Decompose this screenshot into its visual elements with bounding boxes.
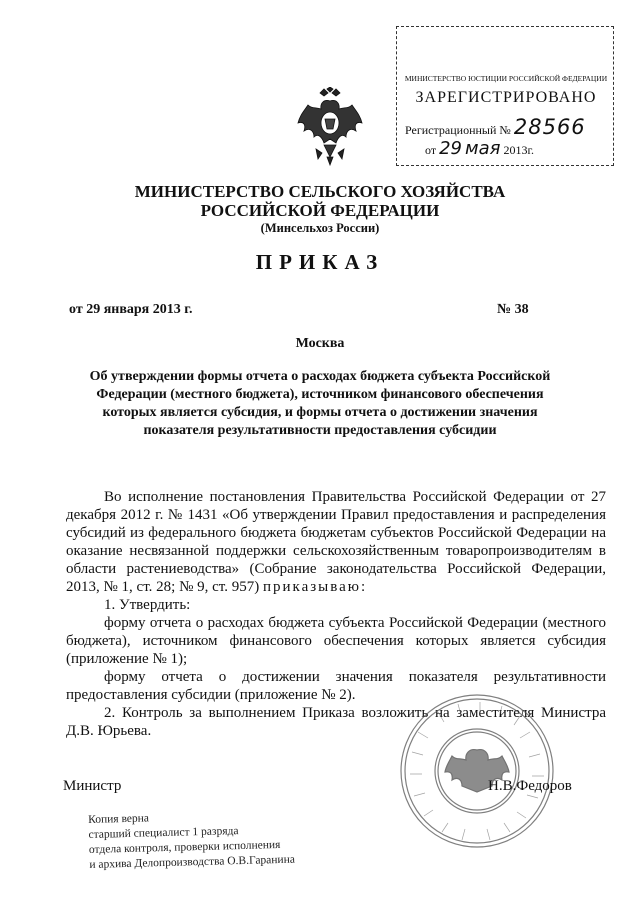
- order-city: Москва: [295, 336, 345, 351]
- item-2: 2. Контроль за выполнением Приказа возложить на заместителя Министра Д.В. Юрьева.: [66, 705, 606, 739]
- signatory-name: Н.В.Федоров: [488, 778, 572, 794]
- stamp-authority: МИНИСТЕРСТВО ЮСТИЦИИ РОССИЙСКОЙ ФЕДЕРАЦИИ: [404, 74, 608, 83]
- order-number: № 38: [497, 302, 529, 317]
- directive-word: приказываю:: [262, 579, 368, 595]
- stamp-date-year: 2013г.: [503, 143, 535, 157]
- preamble-text: Во исполнение постановления Правительства Российской Федерации от 27 декабря 2012 г. № 1431 «Об утверждении Правил предоставления и распределения субсидий из федерального бюджета бюджетам субъектов Российской Федерации на оказание несвязанной поддержки сельскохозяйственным товаропроизводителям в области растениеводства» (Собрание законодательства Российской Федерации, 2013, № 1, ст. 28; № 9, ст. 957): [66, 489, 606, 595]
- ministry-abbreviation: (Минсельхоз России): [260, 221, 380, 235]
- preamble-paragraph: [66, 488, 606, 596]
- item-1b: форму отчета о достижении значения показателя результативности предоставления субсидии (приложение № 2).: [66, 669, 606, 703]
- copy-line-3: отдела контроля, проверки исполнения: [88, 838, 281, 856]
- stamp-date-prefix: от: [425, 143, 437, 157]
- copy-line-2: старший специалист 1 разряда: [88, 825, 239, 841]
- signatory-title: Министр: [63, 778, 122, 794]
- item-1: 1. Утвердить:: [104, 597, 191, 613]
- order-date: от 29 января 2013 г.: [69, 302, 193, 317]
- order-subject: Об утверждении формы отчета о расходах бюджета субъекта Российской Федерации (местного бюджета), источником финансового обеспечения которых является субсидия, и формы отчета о достижении значения показателя результативности предоставления субсидии: [89, 369, 551, 438]
- copy-line-4: и архива Делопроизводства О.В.Гаранина: [89, 853, 296, 871]
- official-seal-icon: [398, 692, 556, 850]
- ministry-line-1: МИНИСТЕРСТВО СЕЛЬСКОГО ХОЗЯЙСТВА: [134, 182, 506, 201]
- copy-line-1: Копия верна: [88, 812, 150, 826]
- stamp-reg-line: [405, 115, 586, 139]
- document-type: ПРИКАЗ: [255, 250, 385, 274]
- stamp-date-day: 29: [439, 138, 462, 159]
- copy-certification: [88, 806, 369, 873]
- stamp-reg-label: Регистрационный №: [405, 123, 511, 137]
- ministry-line-2: РОССИЙСКОЙ ФЕДЕРАЦИИ: [200, 201, 440, 220]
- item-1a: форму отчета о расходах бюджета субъекта Российской Федерации (местного бюджета), источником финансового обеспечения которых является субсидия (приложение № 1);: [66, 615, 606, 667]
- stamp-date-month: мая: [465, 138, 501, 159]
- ministry-name: [60, 182, 580, 220]
- stamp-date-line: [425, 138, 534, 159]
- stamp-reg-number: 28566: [513, 115, 586, 139]
- registration-stamp: [396, 26, 614, 166]
- coat-of-arms-icon: [294, 87, 366, 169]
- stamp-status: ЗАРЕГИСТРИРОВАНО: [415, 89, 597, 106]
